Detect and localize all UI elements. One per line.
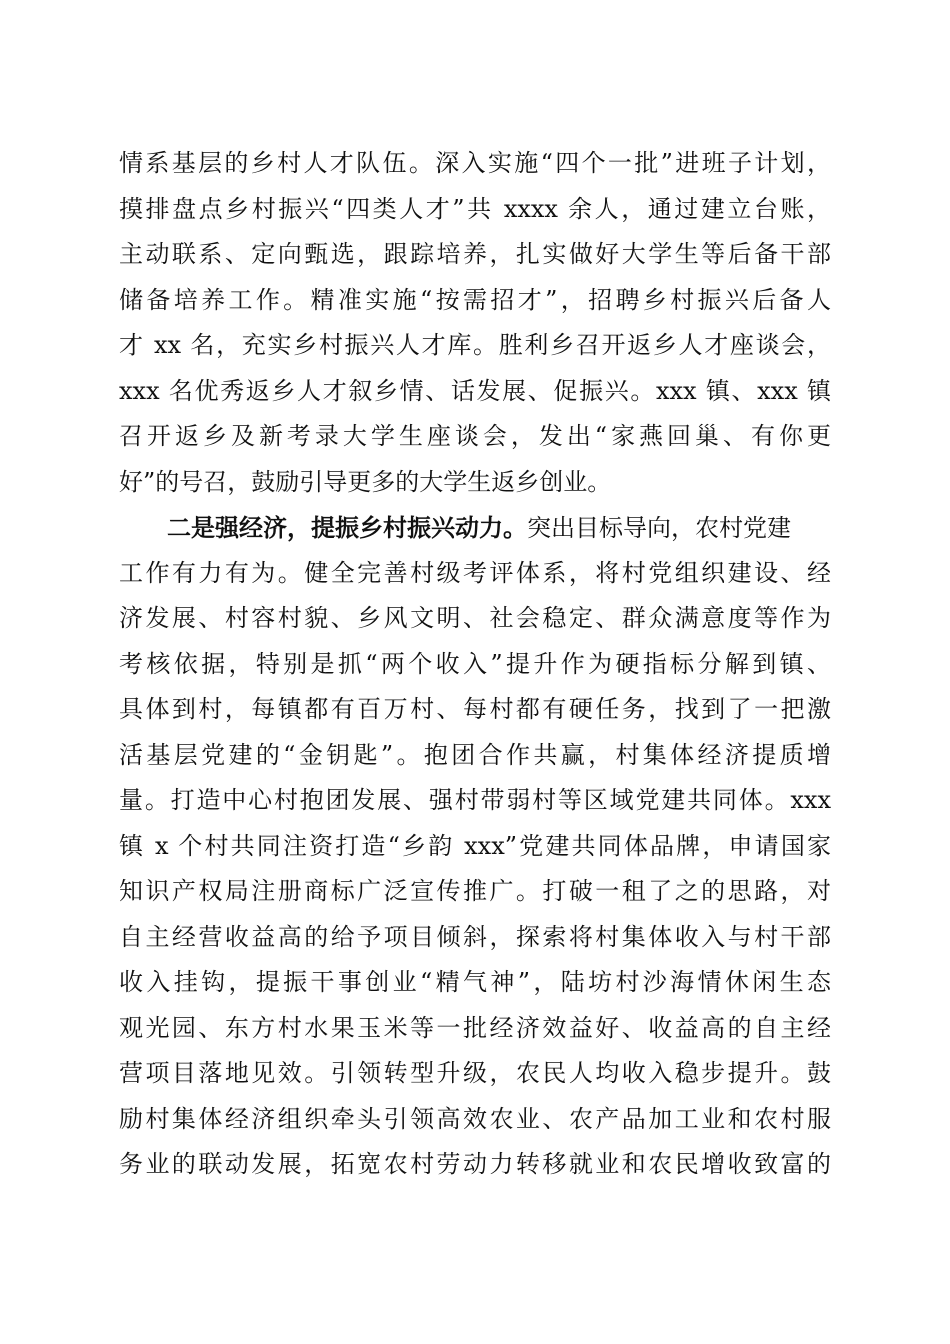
text-line: 好”的号召，鼓励引导更多的大学生返乡创业。 [119, 467, 612, 496]
text-line: 务业的联动发展，拓宽农村劳动力转移就业和农民增收致富的 [119, 1150, 831, 1178]
text-line: 情系基层的乡村人才队伍。深入实施“四个一批”进班子计划， [119, 149, 831, 177]
text-line: 收入挂钩，提振干事创业“精气神”，陆坊村沙海情休闲生态 [119, 968, 831, 996]
text-line: 活基层党建的“金钥匙”。抱团合作共赢，村集体经济提质增 [119, 740, 831, 769]
text-line: 工作有力有为。健全完善村级考评体系，将村党组织建设、经 [119, 558, 831, 587]
text-line: 量。打造中心村抱团发展、强村带弱村等区域党建共同体。xxx [119, 786, 831, 814]
text-line: 储备培养工作。精准实施“按需招才”，招聘乡村振兴后备人 [119, 285, 831, 314]
text-line: xxx 名优秀返乡人才叙乡情、话发展、促振兴。xxx 镇、xxx 镇 [119, 376, 831, 405]
text-line: 召开返乡及新考录大学生座谈会，发出“家燕回巢、有你更 [119, 422, 831, 450]
section-heading: 二是强经济，提振乡村振兴动力。 [167, 513, 527, 542]
text-run: 突出目标导向，农村党建 [527, 514, 791, 542]
text-line: 营项目落地见效。引领转型升级，农民人均收入稳步提升。鼓 [119, 1059, 831, 1087]
paragraph-1 [119, 141, 831, 505]
text-line: 摸排盘点乡村振兴“四类人才”共 xxxx 余人，通过建立台账， [119, 194, 831, 223]
text-line: 主动联系、定向甄选，跟踪培养，扎实做好大学生等后备干部 [119, 240, 831, 268]
body-text [119, 141, 831, 1188]
text-line: 自主经营收益高的给予项目倾斜，探索将村集体收入与村干部 [119, 922, 831, 951]
text-line-first [119, 505, 831, 551]
paragraph-2 [119, 505, 831, 1188]
text-line: 济发展、村容村貌、乡风文明、社会稳定、群众满意度等作为 [119, 604, 831, 632]
text-line: 观光园、东方村水果玉米等一批经济效益好、收益高的自主经 [119, 1013, 831, 1042]
text-line: 具体到村，每镇都有百万村、每村都有硬任务，找到了一把激 [119, 695, 831, 723]
text-line: 考核依据，特别是抓“两个收入”提升作为硬指标分解到镇、 [119, 649, 831, 678]
text-line: 励村集体经济组织牵头引领高效农业、农产品加工业和农村服 [119, 1104, 831, 1133]
text-line: 知识产权局注册商标广泛宣传推广。打破一租了之的思路，对 [119, 877, 831, 905]
text-line: 镇 x 个村共同注资打造“乡韵 xxx”党建共同体品牌，申请国家 [119, 831, 831, 860]
text-line: 才 xx 名，充实乡村振兴人才库。胜利乡召开返乡人才座谈会， [119, 331, 831, 359]
